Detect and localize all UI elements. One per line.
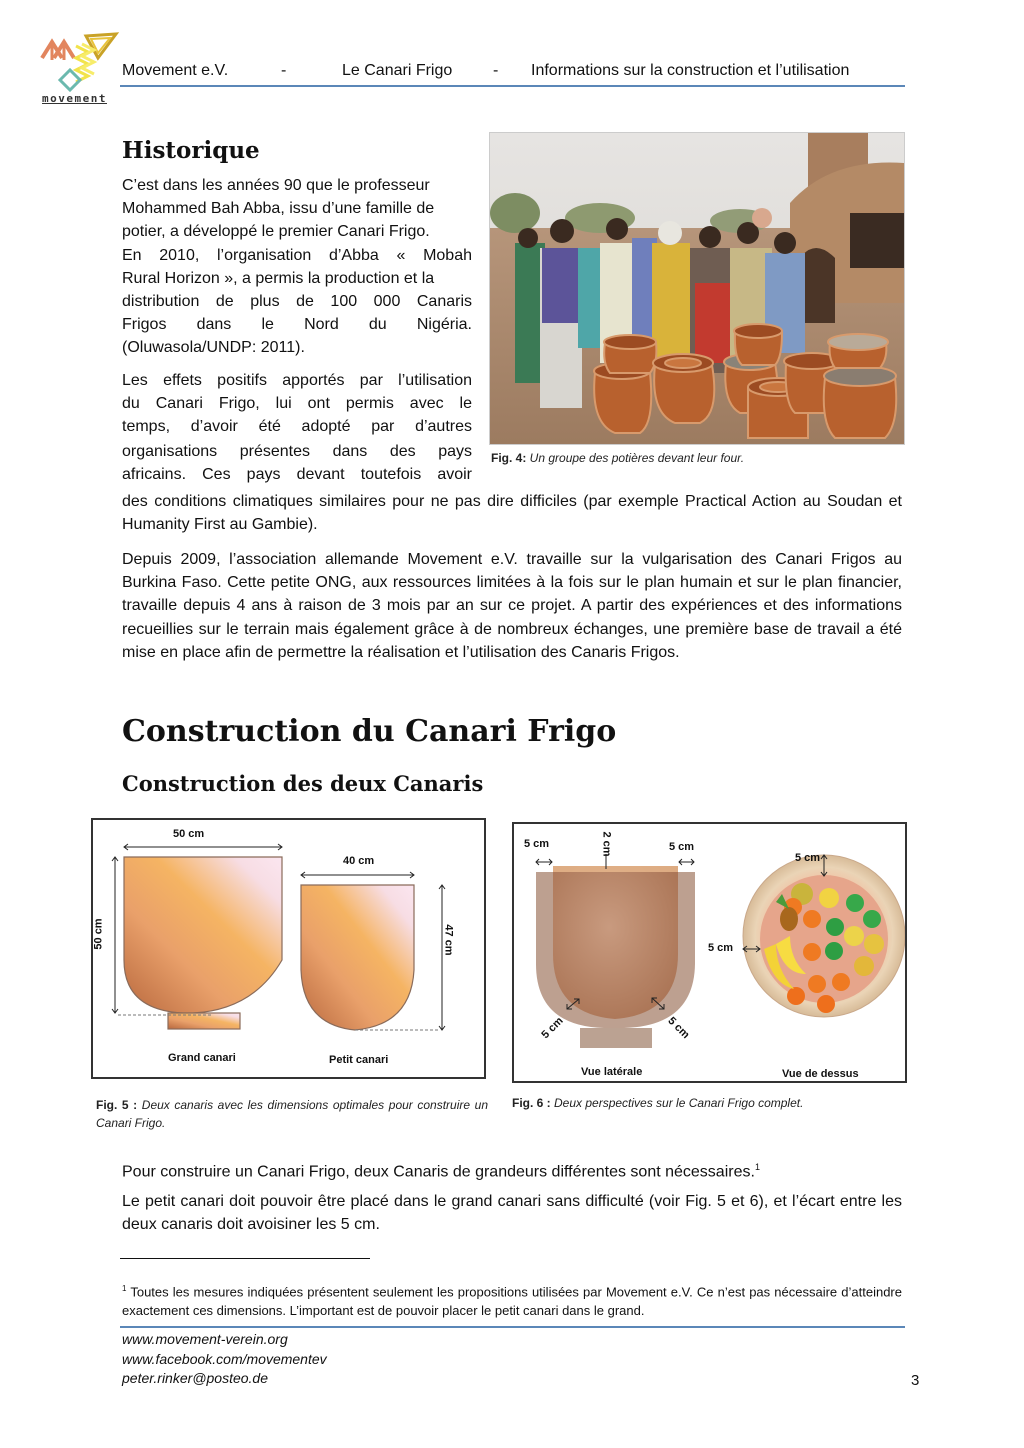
- top-view-label: Vue de dessus: [782, 1068, 859, 1080]
- footnote-text: Toutes les mesures indiquées présentent seulement les propositions utilisées par Movement e.V. Ce n’est pas nécessaire d’atteindre exactement ces dimensions. L’important est de pouvoir placer le petit canari dans le grand.: [122, 1284, 902, 1318]
- historique-paragraph-2-tail: des conditions climatiques similaires pour ne pas dire difficiles (par exemple Practical Action au Soudan et Humanity First au Gambie).: [122, 493, 902, 534]
- footnote: [122, 1280, 902, 1320]
- section-heading-historique: Historique: [122, 137, 260, 164]
- fig4-caption-text: Un groupe des potières devant leur four.: [526, 451, 745, 465]
- footnote-number: 1: [122, 1284, 127, 1293]
- header-rule: [120, 85, 905, 87]
- text-line: organisations présentes dans des pays: [122, 442, 472, 460]
- fig5-caption: [96, 1096, 488, 1132]
- footer-website-link[interactable]: www.movement-verein.org: [122, 1331, 288, 1347]
- fig6-diagram: [512, 822, 907, 1083]
- header-title: Le Canari Frigo: [342, 62, 453, 79]
- header-org: Movement e.V.: [122, 62, 229, 79]
- gap-right-label: 5 cm: [669, 841, 695, 853]
- paragraph-text: Pour construire un Canari Frigo, deux Canaris de grandeurs différentes sont nécessaires.: [122, 1163, 755, 1181]
- text-line: Frigos dans le Nord du Nigéria.: [122, 316, 472, 334]
- text-line: (Oluwasola/UNDP: 2011).: [122, 339, 305, 357]
- fig6-caption: [512, 1096, 803, 1110]
- grand-canari-label: Grand canari: [168, 1052, 236, 1064]
- footer-facebook-link[interactable]: www.facebook.com/movementev: [122, 1351, 327, 1367]
- header-subtitle: Informations sur la construction et l’utilisation: [531, 62, 850, 79]
- grand-width-label: 50 cm: [173, 828, 205, 840]
- page-number: 3: [911, 1372, 920, 1389]
- logo-wordmark: movement: [42, 92, 107, 105]
- grand-canari-shape: [124, 857, 282, 1029]
- gap-left-label: 5 cm: [524, 838, 550, 850]
- top-view-gap-left-label: 5 cm: [708, 942, 734, 954]
- text-line: temps, d’avoir été adopté par d’autres: [122, 418, 472, 436]
- potters-photo: [489, 132, 905, 445]
- text-line: distribution de plus de 100 000 Canaris: [122, 293, 472, 311]
- footer-email-link[interactable]: peter.rinker@posteo.de: [122, 1370, 268, 1386]
- text-line: Rural Horizon », a permis la production et la: [122, 269, 435, 287]
- potters-photo-image: [490, 133, 904, 444]
- text-line: du Canari Frigo, lui ont permis avec le: [122, 395, 472, 413]
- gap-bottom-left-label: 5 cm: [539, 1014, 566, 1042]
- side-view-label: Vue latérale: [581, 1066, 643, 1078]
- footnote-rule: [120, 1258, 370, 1259]
- fig5-canaris-drawing: [93, 820, 484, 1077]
- fig5-caption-text: Deux canaris avec les dimensions optimales pour construire un Canari Frigo.: [96, 1098, 488, 1130]
- footer-rule: [120, 1326, 905, 1328]
- fig6-label: Fig. 6 :: [512, 1096, 551, 1110]
- construction-paragraph-2: Le petit canari doit pouvoir être placé dans le grand canari sans difficulté (voir Fig. 5 et 6), et l’écart entre les deux canaris doit avoisiner les 5 cm.: [122, 1193, 902, 1234]
- header-separator: -: [281, 62, 287, 79]
- petit-canari-label: Petit canari: [329, 1054, 389, 1066]
- text-line: C’est dans les années 90 que le professeur: [122, 177, 430, 194]
- gap-bottom-right-label: 5 cm: [665, 1014, 692, 1042]
- top-gap-label: 2 cm: [600, 831, 613, 857]
- text-line: En 2010, l’organisation d’Abba « Mobah: [122, 246, 472, 264]
- grand-height-label: 50 cm: [92, 918, 105, 950]
- footnote-reference[interactable]: 1: [754, 1162, 760, 1172]
- construction-paragraph-1: [122, 1156, 902, 1184]
- text-line: Les effets positifs apportés par l’utilisation: [122, 372, 472, 389]
- section-heading-construction: Construction du Canari Frigo: [122, 714, 617, 749]
- fig5-diagram: [91, 818, 486, 1079]
- subsection-heading-deux-canaris: Construction des deux Canaris: [122, 771, 484, 796]
- petit-width-label: 40 cm: [343, 855, 375, 867]
- top-view-bowl: [743, 855, 905, 1017]
- fig4-caption: [491, 451, 744, 465]
- historique-paragraph-3: Depuis 2009, l’association allemande Movement e.V. travaille sur la vulgarisation des Canari Frigos au Burkina Faso. Cette petite ONG, aux ressources limitées à la fois sur le plan humain et sur le plan financier, travaille depuis 4 ans à raison de 3 mois par an sur ce projet. A partir des expériences et des informations recueillies sur le terrain mais également grâce à de nombreux échanges, une première base de travail a été mise en place afin de permettre la réalisation et l’utilisation des Canaris Frigos.: [122, 551, 902, 661]
- fig4-label: Fig. 4:: [491, 451, 527, 465]
- top-view-gap-top-label: 5 cm: [795, 852, 821, 864]
- fig6-caption-text: Deux perspectives sur le Canari Frigo complet.: [550, 1096, 804, 1110]
- fig5-label: Fig. 5 :: [96, 1098, 138, 1112]
- petit-height-label: 47 cm: [442, 924, 455, 956]
- logo-graphic-icon: [36, 30, 120, 94]
- text-line: potier, a développé le premier Canari Frigo.: [122, 223, 430, 241]
- historique-paragraph-1: [122, 174, 472, 360]
- text-line: africains. Ces pays devant toutefois avoir: [122, 465, 472, 483]
- historique-paragraph-2: [122, 369, 472, 486]
- header-separator: -: [493, 62, 499, 79]
- petit-canari-shape: [301, 885, 414, 1030]
- text-line: Mohammed Bah Abba, issu d’une famille de: [122, 200, 435, 218]
